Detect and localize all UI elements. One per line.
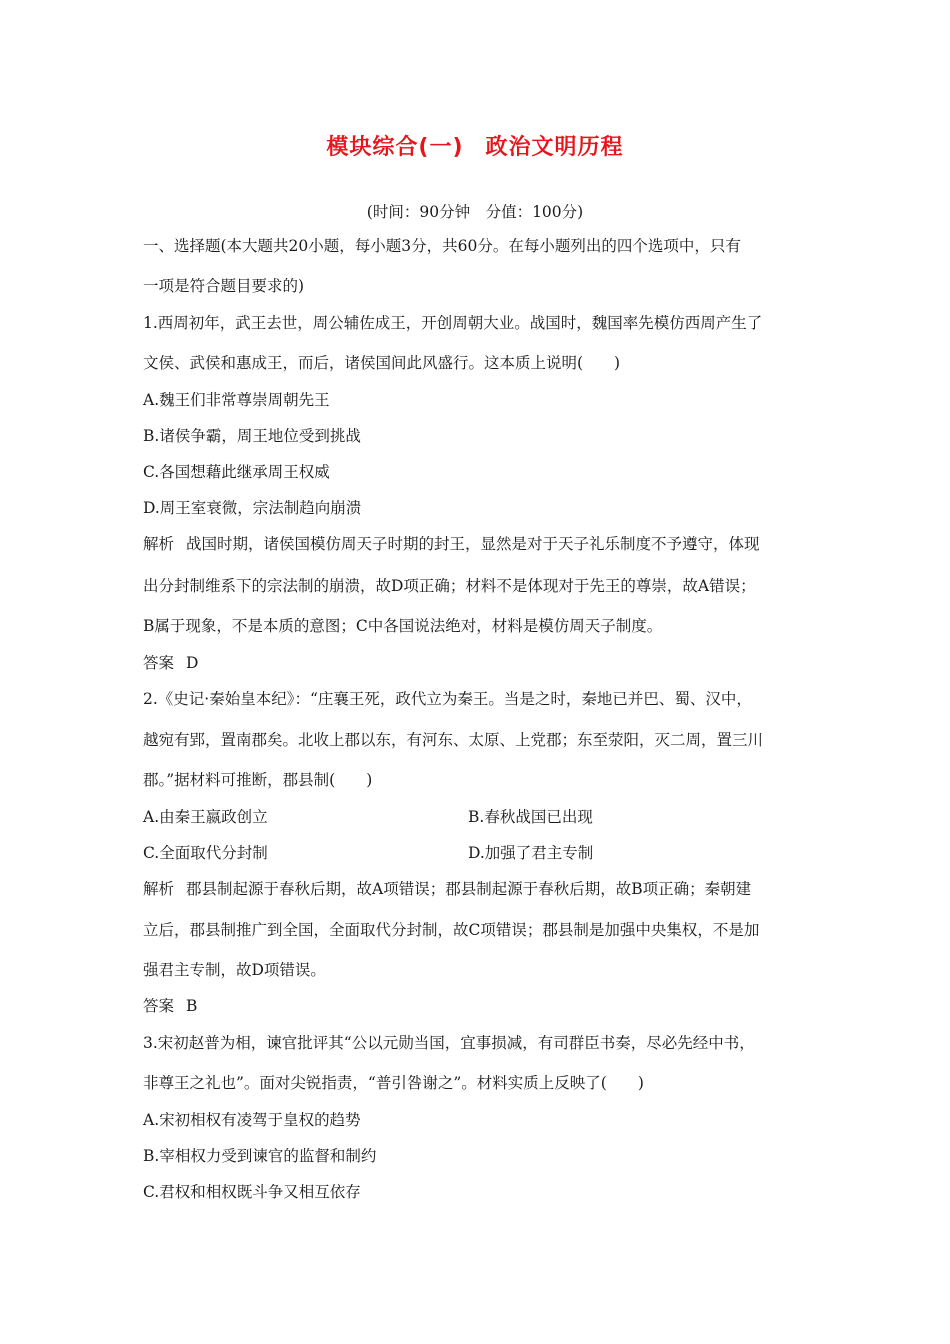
- q3-option-b: B.宰相权力受到谏官的监督和制约: [143, 1147, 377, 1165]
- q2-analysis-text: 郡县制起源于春秋后期，故A项错误；郡县制起源于春秋后期，故B项正确；秦朝建: [186, 880, 752, 898]
- q2-stem-line: 越宛有郢，置南郡矣。北收上郡以东，有河东、太原、上党郡；东至荥阳，灭二周，置三川: [143, 731, 764, 749]
- q1-analysis-label: 解析: [143, 535, 175, 553]
- q1-stem-line: 1.西周初年，武王去世，周公辅佐成王，开创周朝大业。战国时，魏国率先模仿西周产生了: [143, 314, 763, 332]
- q1-stem-line: 文侯、武侯和惠成王，而后，诸侯国间此风盛行。这本质上说明( ): [143, 354, 621, 372]
- q1-answer-label: 答案: [143, 654, 175, 672]
- q3-option-c: C.君权和相权既斗争又相互依存: [143, 1183, 361, 1201]
- q1-option-a: A.魏王们非常尊崇周朝先王: [143, 391, 330, 409]
- q1-analysis-text: 战国时期，诸侯国模仿周天子时期的封王，显然是对于天子礼乐制度不予遵守，体现: [186, 535, 760, 553]
- q2-answer-value: B: [186, 997, 198, 1015]
- q2-option-a: A.由秦王嬴政创立: [143, 808, 268, 826]
- section-heading-line: 一、选择题(本大题共20小题，每小题3分，共60分。在每小题列出的四个选项中，只有: [143, 237, 741, 255]
- q2-option-d: D.加强了君主专制: [468, 844, 594, 862]
- q2-analysis-line: 立后，郡县制推广到全国，全面取代分封制，故C项错误；郡县制是加强中央集权，不是加: [143, 921, 760, 939]
- q2-analysis-line: [143, 879, 813, 899]
- q2-stem-line: 郡。”据材料可推断，郡县制( ): [143, 771, 373, 789]
- time-info: (时间：90分钟 分值：100分): [366, 203, 584, 221]
- page-title: [0, 130, 950, 161]
- q1-analysis-line: [143, 534, 813, 554]
- q2-analysis-label: 解析: [143, 880, 175, 898]
- q2-analysis-line: 强君主专制，故D项错误。: [143, 961, 326, 979]
- q1-analysis-line: 出分封制维系下的宗法制的崩溃，故D项正确；材料不是体现对于先王的尊崇，故A错误；: [143, 577, 756, 595]
- section-heading-line: 一项是符合题目要求的): [143, 277, 305, 295]
- q1-answer-line: [143, 653, 813, 673]
- q2-option-c: C.全面取代分封制: [143, 844, 268, 862]
- q2-stem-line: 2.《史记·秦始皇本纪》：“庄襄王死，政代立为秦王。当是之时，秦地已并巴、蜀、汉中，: [143, 690, 752, 708]
- title-part1: 模块综合(一): [326, 135, 464, 160]
- q1-answer-value: D: [186, 654, 199, 672]
- q3-stem-line: 非尊王之礼也”。面对尖锐指责，“普引咎谢之”。材料实质上反映了( ): [143, 1074, 644, 1092]
- q1-option-d: D.周王室衰微，宗法制趋向崩溃: [143, 499, 362, 517]
- q1-option-c: C.各国想藉此继承周王权威: [143, 463, 330, 481]
- q2-answer-line: [143, 996, 813, 1016]
- q3-stem-line: 3.宋初赵普为相，谏官批评其“公以元勋当国，宜事损减，有司群臣书奏，尽必先经中书，: [143, 1034, 755, 1052]
- q3-option-a: A.宋初相权有凌驾于皇权的趋势: [143, 1111, 361, 1129]
- q1-option-b: B.诸侯争霸，周王地位受到挑战: [143, 427, 361, 445]
- q2-answer-label: 答案: [143, 997, 175, 1015]
- q1-analysis-line: B属于现象，不是本质的意图；C中各国说法绝对，材料是模仿周天子制度。: [143, 617, 663, 635]
- q2-option-b: B.春秋战国已出现: [468, 808, 593, 826]
- title-part2: 政治文明历程: [485, 135, 624, 160]
